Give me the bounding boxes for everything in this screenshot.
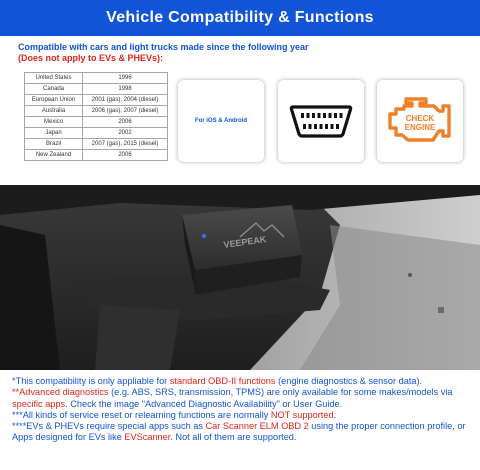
region-cell: Canada [25, 84, 83, 95]
intro-line-2: (Does not apply to EVs & PHEVs): [18, 53, 164, 63]
product-photo [0, 185, 480, 370]
compatibility-notes [12, 376, 474, 444]
note-1: *This compatibility is only appliable for standard OBD-II functions (engine diagnostics & sensor data). [12, 376, 423, 386]
year-cell: 1998 [83, 84, 168, 95]
note-highlight: standard OBD-II functions [169, 376, 276, 386]
note-highlight: specific apps [12, 398, 66, 409]
note-3: ***All kinds of service reset or relearning functions are normally NOT supported. [12, 409, 337, 420]
table-row [25, 95, 168, 106]
region-cell: Brazil [25, 139, 83, 150]
note-4: ****EVs & PHEVs require special apps such as Car Scanner ELM OBD 2 using the proper connection profile, or Apps designed for EVs like EVScanner. Not all of them are supported. [12, 421, 466, 443]
year-cell: 2006 [83, 117, 168, 128]
check-engine-line2: ENGINE [404, 123, 436, 132]
compatibility-intro [18, 42, 468, 64]
region-cell: Australia [25, 106, 83, 117]
table-row [25, 117, 168, 128]
table-row [25, 128, 168, 139]
car-interior-photo [0, 185, 480, 370]
note-highlight: EVScanner [124, 432, 171, 443]
intro-line-1: Compatible with cars and light trucks made since the following year [18, 42, 309, 52]
table-row [25, 150, 168, 161]
brand-logo: VEEPEAK [222, 234, 267, 250]
year-cell: 2006 [83, 150, 168, 161]
table-row [25, 139, 168, 150]
header-banner [0, 0, 480, 36]
compatibility-table [24, 72, 168, 161]
check-engine-line1: CHECK [405, 114, 435, 123]
obd-port-card [278, 80, 364, 162]
table-row [25, 106, 168, 117]
region-cell: Mexico [25, 117, 83, 128]
check-engine-icon [384, 95, 456, 147]
region-cell: European Union [25, 95, 83, 106]
note-2: **Advanced diagnostics (e.g. ABS, SRS, transmission, TPMS) are only available for some makes/models via specific apps. Check the image "Advanced Diagnostic Availability" or User Guide. [12, 387, 453, 409]
page-title: Vehicle Compatibility & Functions [106, 9, 374, 26]
year-cell: 2007 (gas), 2015 (diesel) [83, 139, 168, 150]
region-cell: United States [25, 73, 83, 84]
year-cell: 2006 (gas), 2007 (diesel) [83, 106, 168, 117]
year-cell: 2002 [83, 128, 168, 139]
note-highlight: NOT supported [270, 409, 334, 420]
table-row [25, 73, 168, 84]
check-engine-card [377, 80, 463, 162]
note-highlight: Car Scanner ELM OBD 2 [205, 421, 309, 432]
region-cell: New Zealand [25, 150, 83, 161]
table-row [25, 84, 168, 95]
year-cell: 2001 (gas), 2004 (diesel) [83, 95, 168, 106]
obd2-port-icon [289, 104, 353, 138]
note-highlight: **Advanced diagnostics [12, 387, 109, 398]
ios-android-card [178, 80, 264, 162]
region-cell: Japan [25, 128, 83, 139]
ios-android-label: For iOS & Android [194, 118, 248, 124]
year-cell: 1996 [83, 73, 168, 84]
